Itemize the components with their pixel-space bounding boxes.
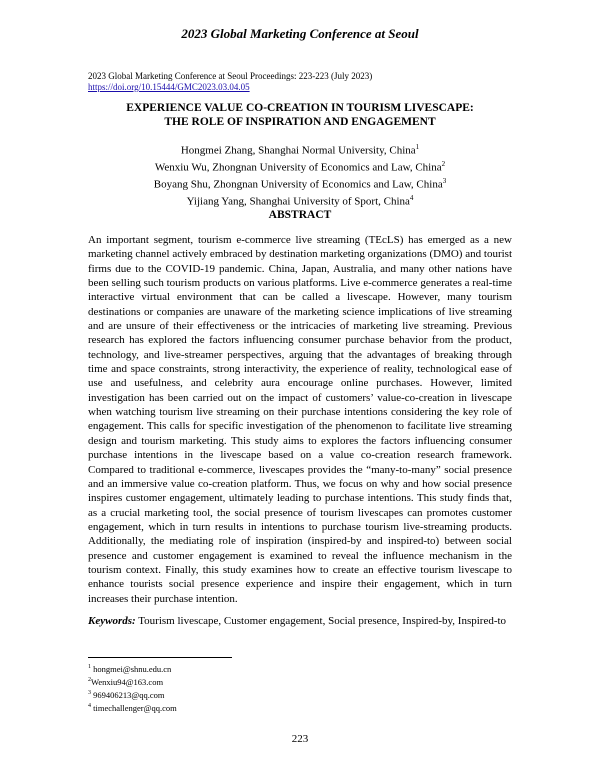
footnote-mark: 4 <box>88 703 91 710</box>
author-line <box>60 175 540 192</box>
footnote-email: hongmei@shnu.edu.cn <box>93 663 172 674</box>
proceedings-citation: 2023 Global Marketing Conference at Seoul Proceedings: 223-223 (July 2023) <box>88 71 373 81</box>
footnote-mark: 1 <box>415 143 420 151</box>
footnote-mark: 2 <box>441 159 446 168</box>
footnote-email: timechallenger@qq.com <box>93 703 177 714</box>
abstract-heading: ABSTRACT <box>268 209 332 221</box>
paper-title <box>60 101 540 129</box>
footnotes <box>88 662 177 715</box>
footnote-mark: 3 <box>442 176 447 185</box>
footnote-mark: 2 <box>88 677 91 684</box>
paper-title-line-1: EXPERIENCE VALUE CO-CREATION IN TOURISM LIVESCAPE: <box>126 102 474 114</box>
page-number: 223 <box>291 733 309 745</box>
author-name: Wenxiu Wu, Zhongnan University of Economics and Law, China <box>154 161 442 174</box>
keywords-label: Keywords: <box>88 615 136 627</box>
footnote <box>88 662 177 675</box>
abstract-body: An important segment, tourism e-commerce live streaming (TEcLS) has emerged as a new marketing channel actively embraced by destination marketing organizations (DMO) and tourist firms due to the COVID-19 pandemic. China, Japan, Australia, and many other nations have been selling such tourism products on various platforms. Live e-commerce generates a real-time interactive virtual environment that can be called a livescape. However, many tourism destinations or companies are unaware of the marketing science implications of live streaming and are unsure of their effectiveness or the intricacies of marketing live streaming. Previous research has explored the factors influencing consumer purchase behavior from the product, technology, and live-streamer perspectives, arguing that the advantages of breaking through time and space constraints, strong interactivity, the experience of reality, technological ease of use and usefulness, and celebrity aura encourage online purchases. However, limited investigation has been carried out on the impact of customers’ value-co-creation in livescape when watching tourism live streaming on their purchase intentions considering the key role of engagement. This calls for specific investigation of the phenomenon to facilitate live streaming design and tourism marketing. This study aims to explores the factors influencing consumer purchase intentions in the livescape based on a value co-creation research framework. Compared to traditional e-commerce, livescapes provides the “many-to-many” social presence and an immersive value co-creation platform. Thus, we focus on why and how social presence inspires customer engagement, ultimately leading to purchase intentions. This study finds that, as a crucial marketing tool, the social presence of tourism livescapes can promotes customer engagement, which in turn results in intentions to purchase tourism live-streaming products. Additionally, the mediating role of inspiration (inspired-by and inspired-to) between social presence and customer engagement is examined to reveal the influence mechanism in the tourism context. Finally, this study examines how to create an effective tourism livescape to enhance tourists social presence experience and inspire their engagement, which in turn increases their purchase intention. <box>88 234 512 605</box>
author-line <box>60 141 540 158</box>
footnote <box>88 688 177 701</box>
footnote <box>88 675 177 688</box>
author-line <box>60 192 540 209</box>
doi-link[interactable]: https://doi.org/10.15444/GMC2023.03.04.05 <box>88 82 250 92</box>
paper-title-line-2: THE ROLE OF INSPIRATION AND ENGAGEMENT <box>164 116 436 128</box>
footnote-mark: 4 <box>409 193 414 202</box>
author-name: Yijiang Yang, Shanghai University of Sport, China <box>186 195 410 208</box>
author-name: Hongmei Zhang, Shanghai Normal University, China <box>180 144 416 157</box>
footnote-mark: 1 <box>88 664 91 670</box>
footnote-divider <box>88 657 232 658</box>
footnote-mark: 3 <box>88 690 91 697</box>
author-name: Boyang Shu, Zhongnan University of Economics and Law, China <box>153 178 443 191</box>
keywords-text: Tourism livescape, Customer engagement, Social presence, Inspired-by, Inspired-to <box>138 615 507 627</box>
conference-header: 2023 Global Marketing Conference at Seoul <box>181 26 419 41</box>
author-line <box>60 158 540 175</box>
author-list <box>60 141 540 209</box>
footnote-email: 969406213@qq.com <box>93 690 165 701</box>
keywords-section <box>88 614 512 628</box>
footnote <box>88 701 177 714</box>
footnote-email: Wenxiu94@163.com <box>91 676 164 687</box>
